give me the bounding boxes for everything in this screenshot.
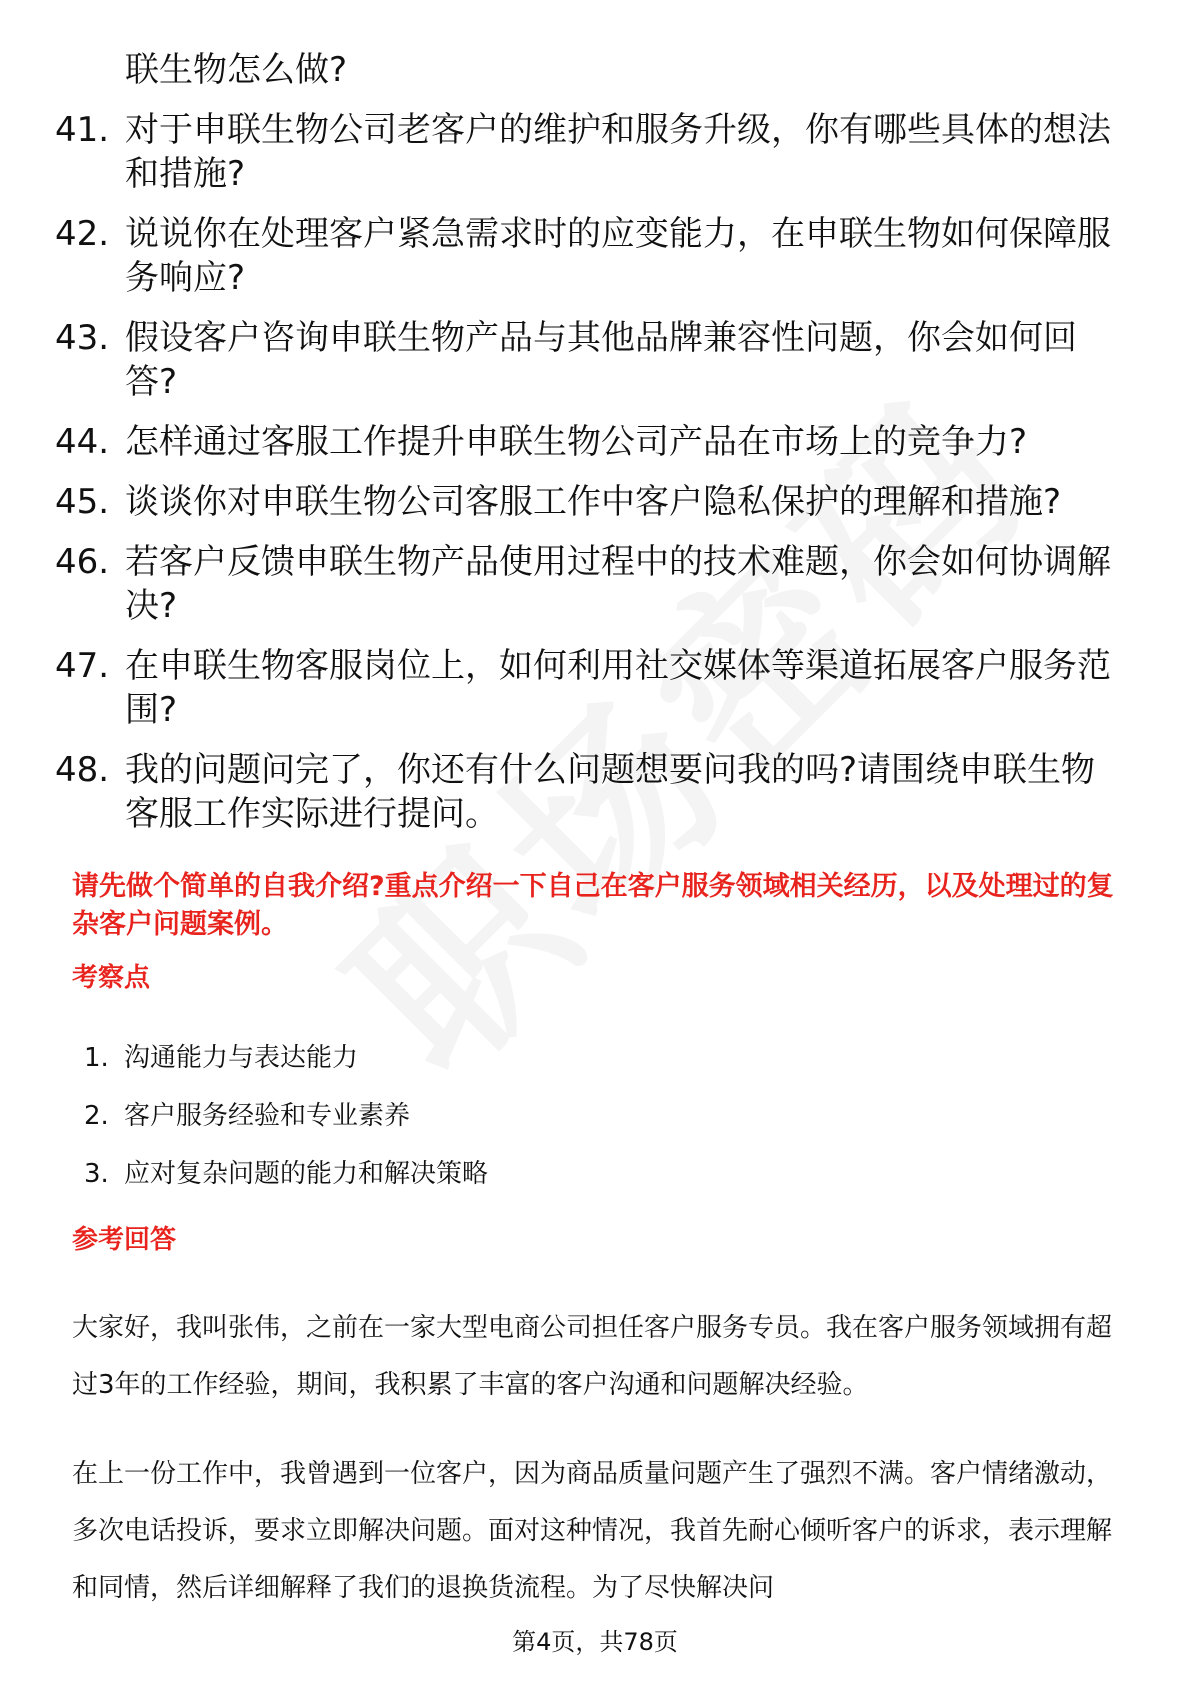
list-item: [55, 644, 1115, 732]
question-number: 47.: [55, 646, 110, 686]
list-item: [55, 108, 1115, 196]
page-number: 第4页，共78页: [512, 1628, 678, 1656]
question-number: 41.: [55, 110, 110, 150]
answer-paragraph: 大家好，我叫张伟，之前在一家大型电商公司担任客户服务专员。我在客户服务领域拥有超过3年的工作经验，期间，我积累了丰富的客户沟通和问题解决经验。: [72, 1313, 1113, 1400]
list-item: [55, 212, 1115, 300]
question-text: 谈谈你对申联生物公司客服工作中客户隐私保护的理解和措施?: [125, 482, 1062, 522]
question-text: 对于申联生物公司老客户的维护和服务升级，你有哪些具体的想法和措施?: [125, 110, 1111, 194]
question-text: 若客户反馈申联生物产品使用过程中的技术难题，你会如何协调解决?: [125, 542, 1111, 626]
point-number: 1.: [84, 1043, 109, 1073]
answer-title: 参考回答: [72, 1225, 177, 1255]
assessment-points-list: [84, 1040, 984, 1214]
point-text: 客户服务经验和专业素养: [124, 1101, 411, 1131]
list-item: [84, 1098, 984, 1134]
answer-paragraph: 在上一份工作中，我曾遇到一位客户，因为商品质量问题产生了强烈不满。客户情绪激动，多次电话投诉，要求立即解决问题。面对这种情况，我首先耐心倾听客户的诉求，表示理解和同情，然后详细解释了我们的退换货流程。为了尽快解决问: [72, 1459, 1113, 1603]
point-text: 沟通能力与表达能力: [124, 1043, 359, 1073]
list-item: [84, 1156, 984, 1192]
question-text: 我的问题问完了，你还有什么问题想要问我的吗?请围绕申联生物客服工作实际进行提问。: [125, 750, 1096, 834]
list-item: [55, 420, 1115, 464]
question-number: 46.: [55, 542, 110, 582]
point-number: 3.: [84, 1159, 109, 1189]
question-text: 说说你在处理客户紧急需求时的应变能力，在申联生物如何保障服务响应?: [125, 214, 1111, 298]
list-item: [55, 748, 1115, 836]
section-question-heading: 请先做个简单的自我介绍?重点介绍一下自己在客户服务领域相关经历，以及处理过的复杂客户问题案例。: [72, 871, 1114, 940]
point-text: 应对复杂问题的能力和解决策略: [124, 1159, 489, 1189]
question-text: 在申联生物客服岗位上，如何利用社交媒体等渠道拓展客户服务范围?: [125, 646, 1111, 730]
question-text: 怎样通过客服工作提升申联生物公司产品在市场上的竞争力?: [125, 422, 1028, 462]
points-title: 考察点: [72, 963, 151, 993]
question-text: 假设客户咨询申联生物产品与其他品牌兼容性问题，你会如何回答?: [125, 318, 1077, 402]
question-number: 43.: [55, 318, 110, 358]
point-number: 2.: [84, 1101, 109, 1131]
question-list: [55, 48, 1115, 852]
list-item: [55, 480, 1115, 524]
list-item: [55, 316, 1115, 404]
question-continuation: 联生物怎么做?: [125, 50, 348, 90]
question-number: 42.: [55, 214, 110, 254]
question-number: 48.: [55, 750, 110, 790]
list-item: [84, 1040, 984, 1076]
question-number: 45.: [55, 482, 110, 522]
list-item: [55, 540, 1115, 628]
question-number: 44.: [55, 422, 110, 462]
